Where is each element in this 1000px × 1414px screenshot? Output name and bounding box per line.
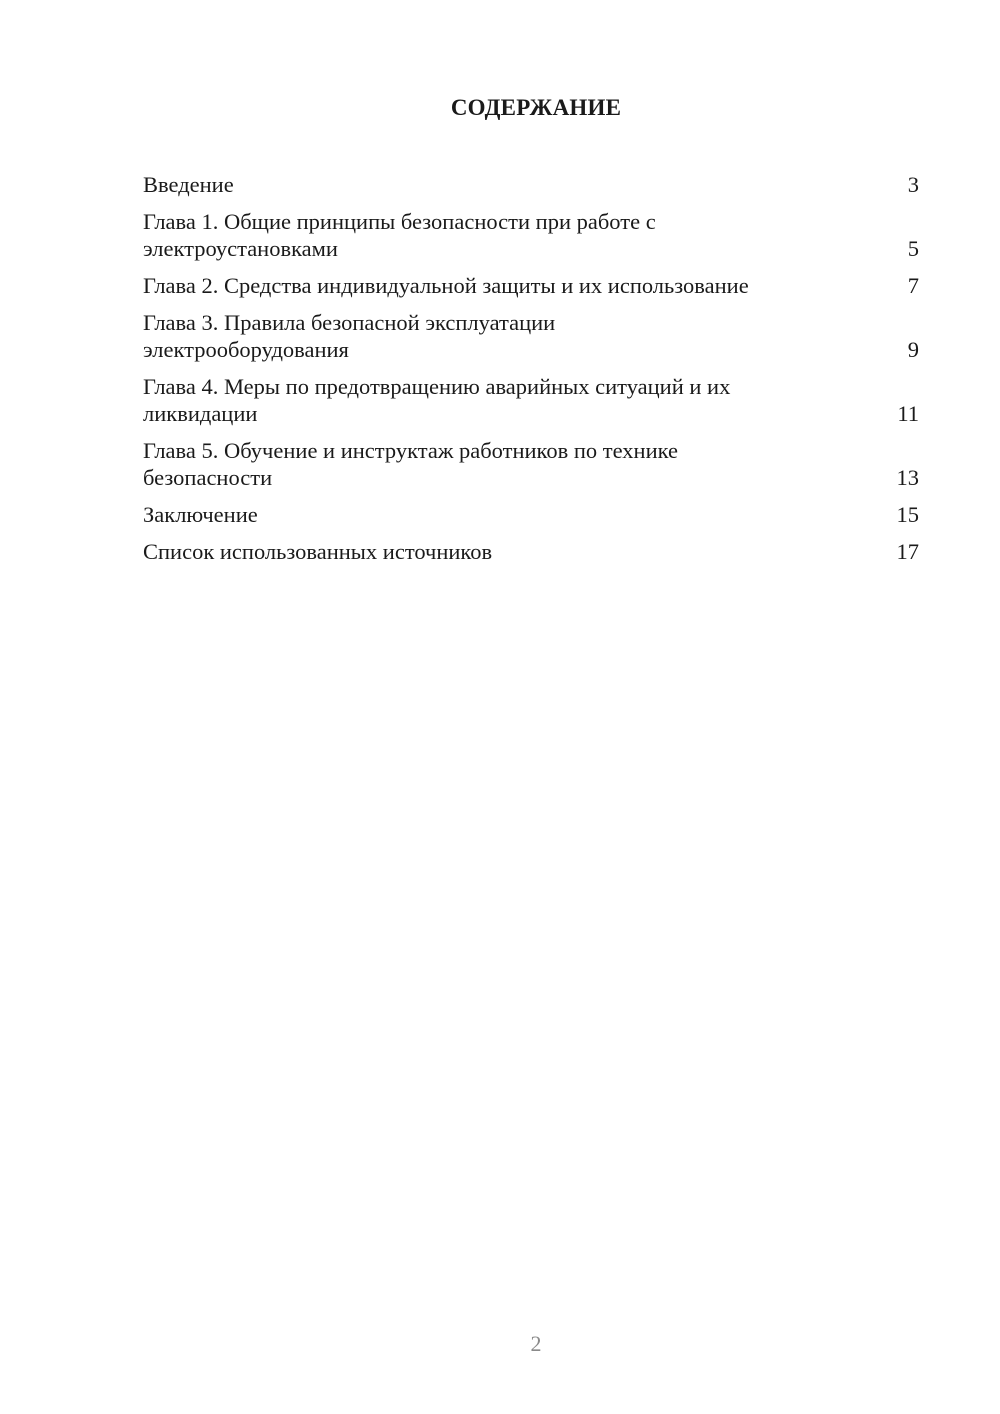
table-of-contents — [143, 171, 919, 575]
toc-entry-title: Глава 5. Обучение и инструктаж работников по технике безопасности — [143, 438, 678, 490]
toc-entry-page: 15 — [896, 502, 919, 527]
toc-entry-title: Заключение — [143, 502, 258, 527]
toc-entry-title: Список использованных источников — [143, 539, 493, 564]
toc-entry-page: 17 — [896, 539, 919, 564]
toc-entry-title: Глава 4. Меры по предотвращению аварийных ситуаций и их ликвидации — [143, 374, 731, 426]
toc-entry — [143, 501, 919, 528]
toc-entry — [143, 373, 919, 427]
toc-entry — [143, 309, 919, 363]
toc-entry — [143, 437, 919, 491]
toc-entry-page: 9 — [907, 337, 919, 362]
toc-entry-page: 13 — [896, 465, 919, 490]
toc-entry-page: 3 — [907, 172, 919, 197]
toc-entry-title: Глава 3. Правила безопасной эксплуатации электрооборудования — [143, 310, 556, 362]
page-title: СОДЕРЖАНИЕ — [450, 95, 622, 120]
toc-entry — [143, 538, 919, 565]
toc-entry-title: Введение — [143, 172, 234, 197]
toc-entry — [143, 208, 919, 262]
toc-entry-title: Глава 2. Средства индивидуальной защиты и их использование — [143, 273, 749, 298]
toc-entry — [143, 272, 919, 299]
page-number: 2 — [530, 1331, 542, 1356]
toc-entry-page: 7 — [907, 273, 919, 298]
toc-entry-title: Глава 1. Общие принципы безопасности при работе с электроустановками — [143, 209, 656, 261]
toc-entry-page: 5 — [907, 236, 919, 261]
toc-entry-page: 11 — [897, 401, 919, 426]
toc-entry — [143, 171, 919, 198]
